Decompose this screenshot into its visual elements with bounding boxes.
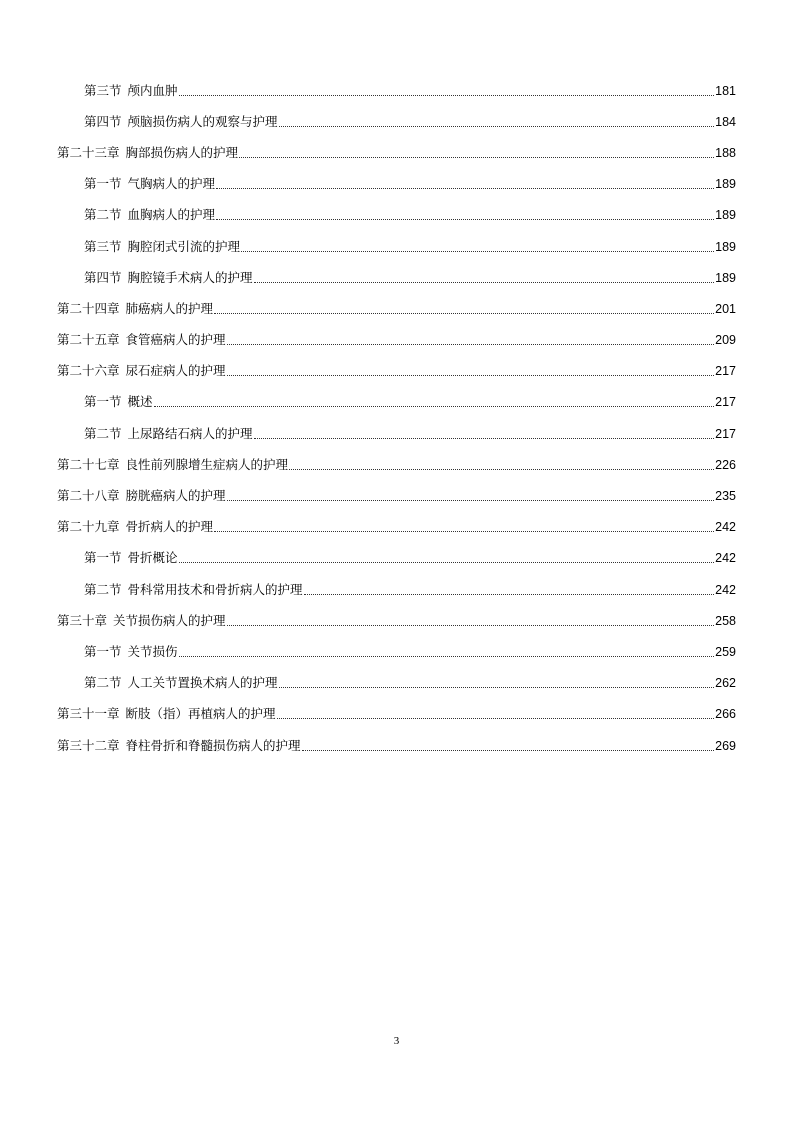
toc-entry[interactable] bbox=[0, 200, 793, 231]
toc-entry-page: 189 bbox=[715, 270, 736, 285]
toc-entry[interactable] bbox=[0, 106, 793, 137]
toc-entry[interactable] bbox=[0, 262, 793, 293]
toc-entry-number: 第三十一章 bbox=[57, 706, 120, 722]
toc-entry-page: 242 bbox=[715, 520, 736, 535]
toc-entry-number: 第二十三章 bbox=[57, 144, 120, 160]
toc-entry-label bbox=[84, 675, 278, 691]
toc-entry-page: 209 bbox=[715, 333, 736, 348]
toc-entry-number: 第一节 bbox=[84, 643, 122, 659]
dot-leader bbox=[227, 624, 715, 626]
page-number: 3 bbox=[393, 1035, 400, 1047]
toc-entry-page: 201 bbox=[715, 301, 736, 316]
toc-entry-title: 血胸病人的护理 bbox=[127, 207, 216, 223]
toc-entry-number: 第二十六章 bbox=[57, 363, 120, 379]
toc-entry-title: 骨折概论 bbox=[127, 550, 178, 566]
dot-leader bbox=[279, 125, 715, 127]
toc-entry-title: 断肢（指）再植病人的护理 bbox=[125, 706, 276, 722]
toc-entry-label bbox=[57, 488, 226, 504]
dot-leader bbox=[154, 405, 715, 407]
dot-leader bbox=[216, 187, 714, 189]
toc-entry-number: 第二节 bbox=[84, 425, 122, 441]
toc-entry[interactable] bbox=[0, 543, 793, 574]
toc-entry[interactable] bbox=[0, 387, 793, 418]
toc-entry-number: 第一节 bbox=[84, 550, 122, 566]
toc-entry-page: 235 bbox=[715, 489, 736, 504]
toc-entry-page: 189 bbox=[715, 239, 736, 254]
toc-entry-label bbox=[57, 332, 226, 348]
toc-entry[interactable] bbox=[0, 574, 793, 605]
toc-entry-page: 269 bbox=[715, 738, 736, 753]
dot-leader bbox=[227, 499, 715, 501]
toc-entry-number: 第一节 bbox=[84, 176, 122, 192]
toc-entry-number: 第三十二章 bbox=[57, 737, 120, 753]
toc-entry[interactable] bbox=[0, 356, 793, 387]
toc-entry-label bbox=[84, 114, 278, 130]
toc-entry-title: 人工关节置换术病人的护理 bbox=[127, 675, 278, 691]
toc-entry-label bbox=[57, 301, 213, 317]
toc-entry-title: 胸部损伤病人的护理 bbox=[125, 144, 239, 160]
toc-entry-page: 184 bbox=[715, 114, 736, 129]
toc-entry-number: 第四节 bbox=[84, 113, 122, 129]
toc-entry[interactable] bbox=[0, 699, 793, 730]
dot-leader bbox=[254, 437, 715, 439]
toc-entry[interactable] bbox=[0, 480, 793, 511]
toc-entry-number: 第二十五章 bbox=[57, 332, 120, 348]
toc-entry-number: 第三节 bbox=[84, 238, 122, 254]
toc-entry-number: 第一节 bbox=[84, 394, 122, 410]
toc-entry-page: 189 bbox=[715, 177, 736, 192]
toc-entry-label bbox=[84, 207, 215, 223]
toc-entry[interactable] bbox=[0, 605, 793, 636]
toc-entry-label bbox=[84, 83, 178, 99]
toc-entry-title: 膀胱癌病人的护理 bbox=[125, 488, 226, 504]
toc-entry-label bbox=[84, 582, 303, 598]
toc-entry-page: 217 bbox=[715, 426, 736, 441]
toc-entry-number: 第二十七章 bbox=[57, 456, 120, 472]
toc-entry-page: 188 bbox=[715, 145, 736, 160]
toc-entry[interactable] bbox=[0, 668, 793, 699]
toc-entry-number: 第二节 bbox=[84, 675, 122, 691]
toc-entry-page: 258 bbox=[715, 613, 736, 628]
toc-entry-label bbox=[84, 239, 240, 255]
toc-entry-label bbox=[84, 176, 215, 192]
toc-entry-label bbox=[57, 706, 276, 722]
toc-entry-title: 气胸病人的护理 bbox=[127, 176, 216, 192]
toc-entry-page: 242 bbox=[715, 551, 736, 566]
toc-entry-number: 第二节 bbox=[84, 207, 122, 223]
dot-leader bbox=[227, 343, 715, 345]
toc-entry-page: 259 bbox=[715, 644, 736, 659]
dot-leader bbox=[214, 312, 714, 314]
toc-entry[interactable] bbox=[0, 512, 793, 543]
toc-entry-page: 262 bbox=[715, 676, 736, 691]
toc-entry-number: 第四节 bbox=[84, 269, 122, 285]
dot-leader bbox=[277, 717, 715, 719]
toc-entry[interactable] bbox=[0, 418, 793, 449]
toc-entry-label bbox=[84, 394, 153, 410]
dot-leader bbox=[241, 250, 714, 252]
toc-entry-label bbox=[57, 519, 213, 535]
toc-entry[interactable] bbox=[0, 636, 793, 667]
toc-entry-title: 尿石症病人的护理 bbox=[125, 363, 226, 379]
dot-leader bbox=[179, 94, 715, 96]
toc-entry-label bbox=[84, 426, 253, 442]
toc-entry-title: 颅脑损伤病人的观察与护理 bbox=[127, 113, 278, 129]
toc-entry[interactable] bbox=[0, 231, 793, 262]
toc-entry-number: 第二十四章 bbox=[57, 300, 120, 316]
toc-entry-number: 第二十八章 bbox=[57, 488, 120, 504]
toc-entry-title: 胸腔镜手术病人的护理 bbox=[127, 269, 253, 285]
toc-entry-label bbox=[57, 738, 301, 754]
toc-entry[interactable] bbox=[0, 169, 793, 200]
toc-entry-title: 骨折病人的护理 bbox=[125, 519, 214, 535]
toc-entry[interactable] bbox=[0, 730, 793, 761]
dot-leader bbox=[304, 593, 715, 595]
toc-entry-title: 肺癌病人的护理 bbox=[125, 300, 214, 316]
toc-entry-label bbox=[84, 270, 253, 286]
toc-entry-page: 189 bbox=[715, 208, 736, 223]
toc-entry-page: 266 bbox=[715, 707, 736, 722]
toc-entry[interactable] bbox=[0, 325, 793, 356]
dot-leader bbox=[279, 686, 715, 688]
toc-entry-page: 217 bbox=[715, 364, 736, 379]
dot-leader bbox=[254, 281, 715, 283]
toc-entry-title: 骨科常用技术和骨折病人的护理 bbox=[127, 581, 303, 597]
toc-entry[interactable] bbox=[0, 75, 793, 106]
toc-entry[interactable] bbox=[0, 293, 793, 324]
dot-leader bbox=[214, 530, 714, 532]
toc-entry-label bbox=[57, 363, 226, 379]
toc-entry-title: 上尿路结石病人的护理 bbox=[127, 425, 253, 441]
toc-entry-title: 关节损伤病人的护理 bbox=[113, 612, 226, 628]
dot-leader bbox=[239, 156, 714, 158]
toc-entry-number: 第三十章 bbox=[57, 612, 108, 628]
dot-leader bbox=[216, 218, 714, 220]
toc-entry-number: 第三节 bbox=[84, 82, 122, 98]
toc-entry-title: 颅内血肿 bbox=[127, 82, 178, 98]
dot-leader bbox=[227, 374, 715, 376]
toc-entry[interactable] bbox=[0, 449, 793, 480]
toc-entry-title: 概述 bbox=[127, 394, 153, 410]
toc-entry-title: 食管癌病人的护理 bbox=[125, 332, 226, 348]
toc-entry-page: 226 bbox=[715, 457, 736, 472]
toc-entry-title: 脊柱骨折和脊髓损伤病人的护理 bbox=[125, 737, 301, 753]
dot-leader bbox=[289, 468, 714, 470]
toc-entry-label bbox=[57, 613, 226, 629]
toc-entry-title: 关节损伤 bbox=[127, 643, 178, 659]
toc-entry-label bbox=[84, 550, 178, 566]
toc-entry-label bbox=[57, 457, 288, 473]
dot-leader bbox=[179, 655, 715, 657]
toc-entry-page: 181 bbox=[715, 83, 736, 98]
table-of-contents bbox=[0, 75, 793, 761]
toc-entry-title: 良性前列腺增生症病人的护理 bbox=[125, 456, 289, 472]
toc-entry-page: 217 bbox=[715, 395, 736, 410]
toc-entry-label bbox=[57, 145, 238, 161]
toc-entry-label bbox=[84, 644, 178, 660]
toc-entry-title: 胸腔闭式引流的护理 bbox=[127, 238, 241, 254]
toc-entry-number: 第二十九章 bbox=[57, 519, 120, 535]
dot-leader bbox=[302, 749, 715, 751]
dot-leader bbox=[179, 561, 715, 563]
toc-entry[interactable] bbox=[0, 137, 793, 168]
toc-entry-page: 242 bbox=[715, 582, 736, 597]
toc-entry-number: 第二节 bbox=[84, 581, 122, 597]
